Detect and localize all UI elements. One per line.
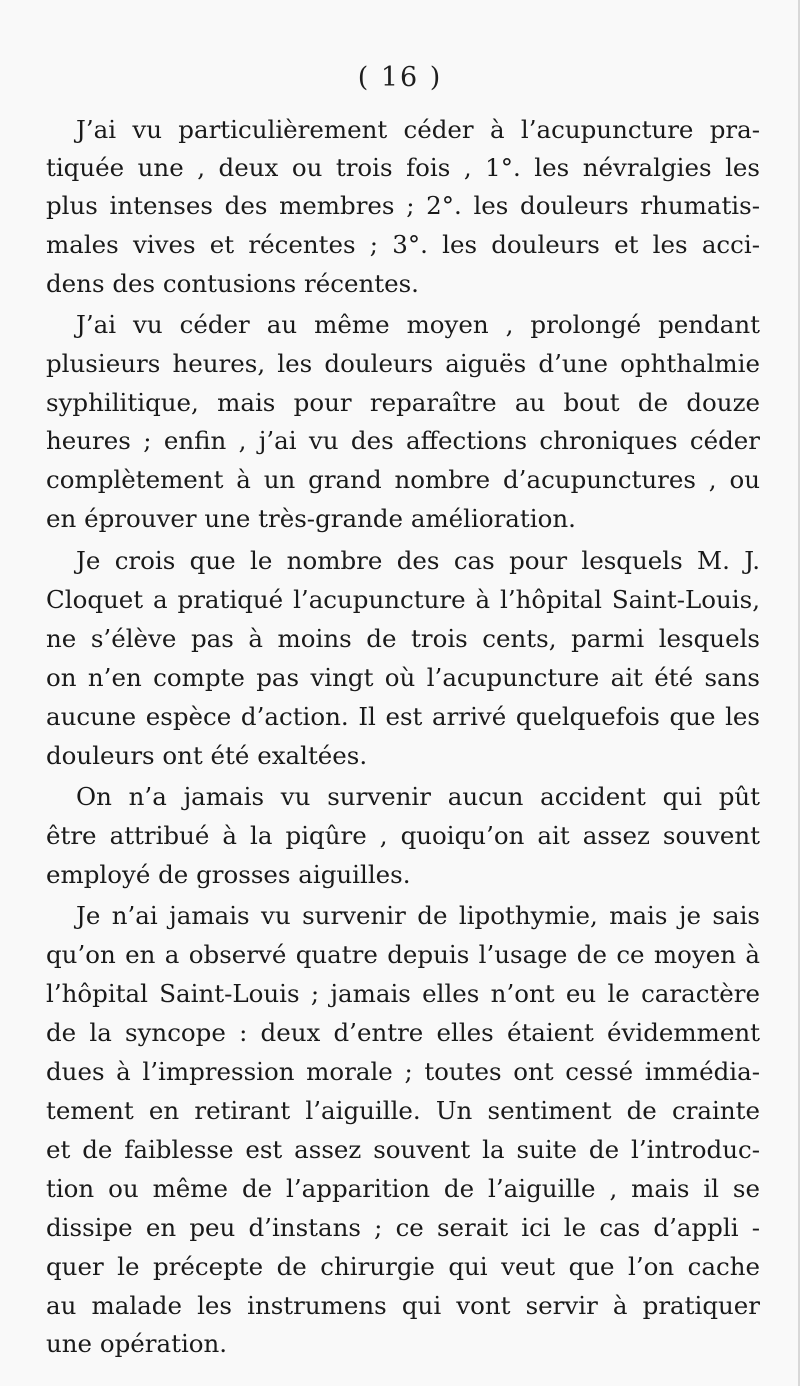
text-line: au malade les instrumens qui vont servir à pratiquer <box>46 1291 760 1320</box>
text-line: en éprouver une très-grande amélioration. <box>46 504 576 533</box>
text-line: tement en retirant l’aiguille. Un sentiment de crainte <box>46 1096 760 1125</box>
text-line: J’ai vu particulièrement céder à l’acupuncture pra- <box>76 115 760 144</box>
text-line: dens des contusions récentes. <box>46 269 419 298</box>
text-line: l’hôpital Saint-Louis ; jamais elles n’ont eu le caractère <box>46 979 760 1008</box>
text-line: ne s’élève pas à moins de trois cents, parmi lesquels <box>46 624 760 653</box>
text-line: complètement à un grand nombre d’acupunctures , ou <box>46 465 760 494</box>
text-line: syphilitique, mais pour reparaître au bout de douze <box>46 388 760 417</box>
text-line: dues à l’impression morale ; toutes ont cessé immédia- <box>46 1057 760 1086</box>
text-line: et de faiblesse est assez souvent la suite de l’introduc- <box>46 1135 760 1164</box>
text-line: dissipe en peu d’instans ; ce serait ici le cas d’appli - <box>46 1213 760 1242</box>
text-line: on n’en compte pas vingt où l’acupuncture ait été sans <box>46 663 760 692</box>
text-line: de la syncope : deux d’entre elles étaient évidemment <box>46 1018 760 1047</box>
text-line: males vives et récentes ; 3°. les douleurs et les acci- <box>46 230 760 259</box>
text-line: tiquée une , deux ou trois fois , 1°. les névralgies les <box>46 153 760 182</box>
text-line: J’ai vu céder au même moyen , prolongé pendant <box>76 310 760 339</box>
text-line: qu’on en a observé quatre depuis l’usage de ce moyen à <box>46 940 760 969</box>
text-line: une opération. <box>46 1329 228 1358</box>
text-line: plusieurs heures, les douleurs aiguës d’une ophthalmie <box>46 349 760 378</box>
page-number: ( 16 ) <box>357 62 443 93</box>
text-line: tion ou même de l’apparition de l’aiguille , mais il se <box>46 1174 760 1203</box>
text-line: Je n’ai jamais vu survenir de lipothymie, mais je sais <box>76 901 760 930</box>
text-line: employé de grosses aiguilles. <box>46 860 411 889</box>
text-line: plus intenses des membres ; 2°. les douleurs rhumatis- <box>46 191 760 220</box>
text-line: quer le précepte de chirurgie qui veut que l’on cache <box>46 1252 760 1281</box>
text-line: Cloquet a pratiqué l’acupuncture à l’hôpital Saint-Louis, <box>46 585 760 614</box>
text-line: Je crois que le nombre des cas pour lesquels M. J. <box>76 546 760 575</box>
text-line: On n’a jamais vu survenir aucun accident qui pût <box>76 782 760 811</box>
text-line: être attribué à la piqûre , quoiqu’on ait assez souvent <box>46 821 760 850</box>
text-line: aucune espèce d’action. Il est arrivé quelquefois que les <box>46 702 760 731</box>
text-line: heures ; enfin , j’ai vu des affections chroniques céder <box>46 426 760 455</box>
text-line: douleurs ont été exaltées. <box>46 741 368 770</box>
